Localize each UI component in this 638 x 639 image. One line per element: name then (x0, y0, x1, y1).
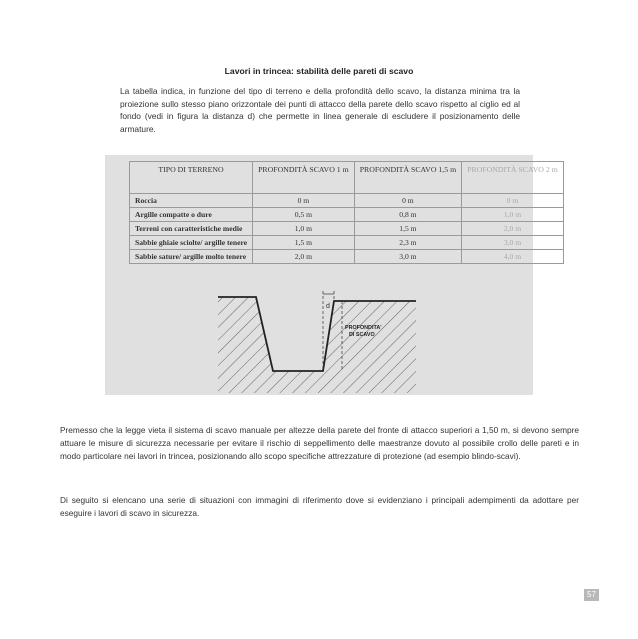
table-row (130, 208, 564, 222)
distance-cell: 4,0 m (462, 250, 564, 264)
distance-cell: 1,5 m (354, 222, 461, 236)
table-row (130, 222, 564, 236)
distance-cell: 0,8 m (354, 208, 461, 222)
depth-label-line2: DI SCAVO (349, 332, 375, 338)
soil-type-cell: Terreni con caratteristiche medie (130, 222, 253, 236)
soil-type-cell: Argille compatte o dure (130, 208, 253, 222)
distance-cell: 0 m (462, 194, 564, 208)
distance-cell: 2,3 m (354, 236, 461, 250)
distance-d-label: d (326, 303, 330, 310)
table-header-row (130, 162, 564, 194)
distance-cell: 3,0 m (354, 250, 461, 264)
header-depth-1-5m: PROFONDITÀ SCAVO 1,5 m (354, 162, 461, 194)
table-row (130, 250, 564, 264)
distance-cell: 2,0 m (253, 250, 355, 264)
distance-cell: 1,5 m (253, 236, 355, 250)
header-depth-2m: PROFONDITÀ SCAVO 2 m (462, 162, 564, 194)
table-row (130, 236, 564, 250)
header-depth-1m: PROFONDITÀ SCAVO 1 m (253, 162, 355, 194)
depth-label-line1: PROFONDITA' (345, 325, 382, 331)
body-paragraph-2: Di seguito si elencano una serie di situazioni con immagini di riferimento dove si evidenziano i principali adempimenti da adottare per eseguire i lavori di scavo in sicurezza. (60, 495, 579, 519)
distance-cell: 2,0 m (462, 222, 564, 236)
distance-cell: 1,0 m (462, 208, 564, 222)
distance-cell: 0 m (354, 194, 461, 208)
page-number: 57 (584, 589, 599, 601)
intro-paragraph: La tabella indica, in funzione del tipo di terreno e della profondità dello scavo, la distanza minima tra la proiezione sullo stesso piano orizzontale dei punti di attacco della parete dello scavo rispetto al ciglio ed al fondo (vedi in figura la distanza d) che permette in linea generale di escludere il posizionamento delle armature. (120, 86, 520, 134)
soil-type-cell: Sabbie sature/ argille molto tenere (130, 250, 253, 264)
trench-section-diagram (218, 289, 416, 393)
page-title: Lavori in trincea: stabilità delle pareti di scavo (224, 66, 414, 76)
excavation-figure (105, 155, 558, 395)
distance-cell: 3,0 m (462, 236, 564, 250)
distance-cell: 0 m (253, 194, 355, 208)
body-paragraph-1: Premesso che la legge vieta il sistema di scavo manuale per altezze della parete del fronte di attacco superiori a 1,50 m, si devono sempre attuare le misure di sicurezza necessarie per evitare il rischio di seppellimento delle maestranze dovuto al possibile crollo delle pareti e in modo particolare nei lavori in trincea, posizionando allo scopo specifiche attrezzature di protezione (ad esempio blindo-scavi). (60, 425, 579, 462)
header-soil-type: TIPO DI TERRENO (130, 162, 253, 194)
soil-type-cell: Roccia (130, 194, 253, 208)
distance-cell: 0,5 m (253, 208, 355, 222)
soil-distance-table (129, 161, 564, 264)
distance-cell: 1,0 m (253, 222, 355, 236)
soil-type-cell: Sabbie ghiaie sciolte/ argille tenere (130, 236, 253, 250)
table-row (130, 194, 564, 208)
